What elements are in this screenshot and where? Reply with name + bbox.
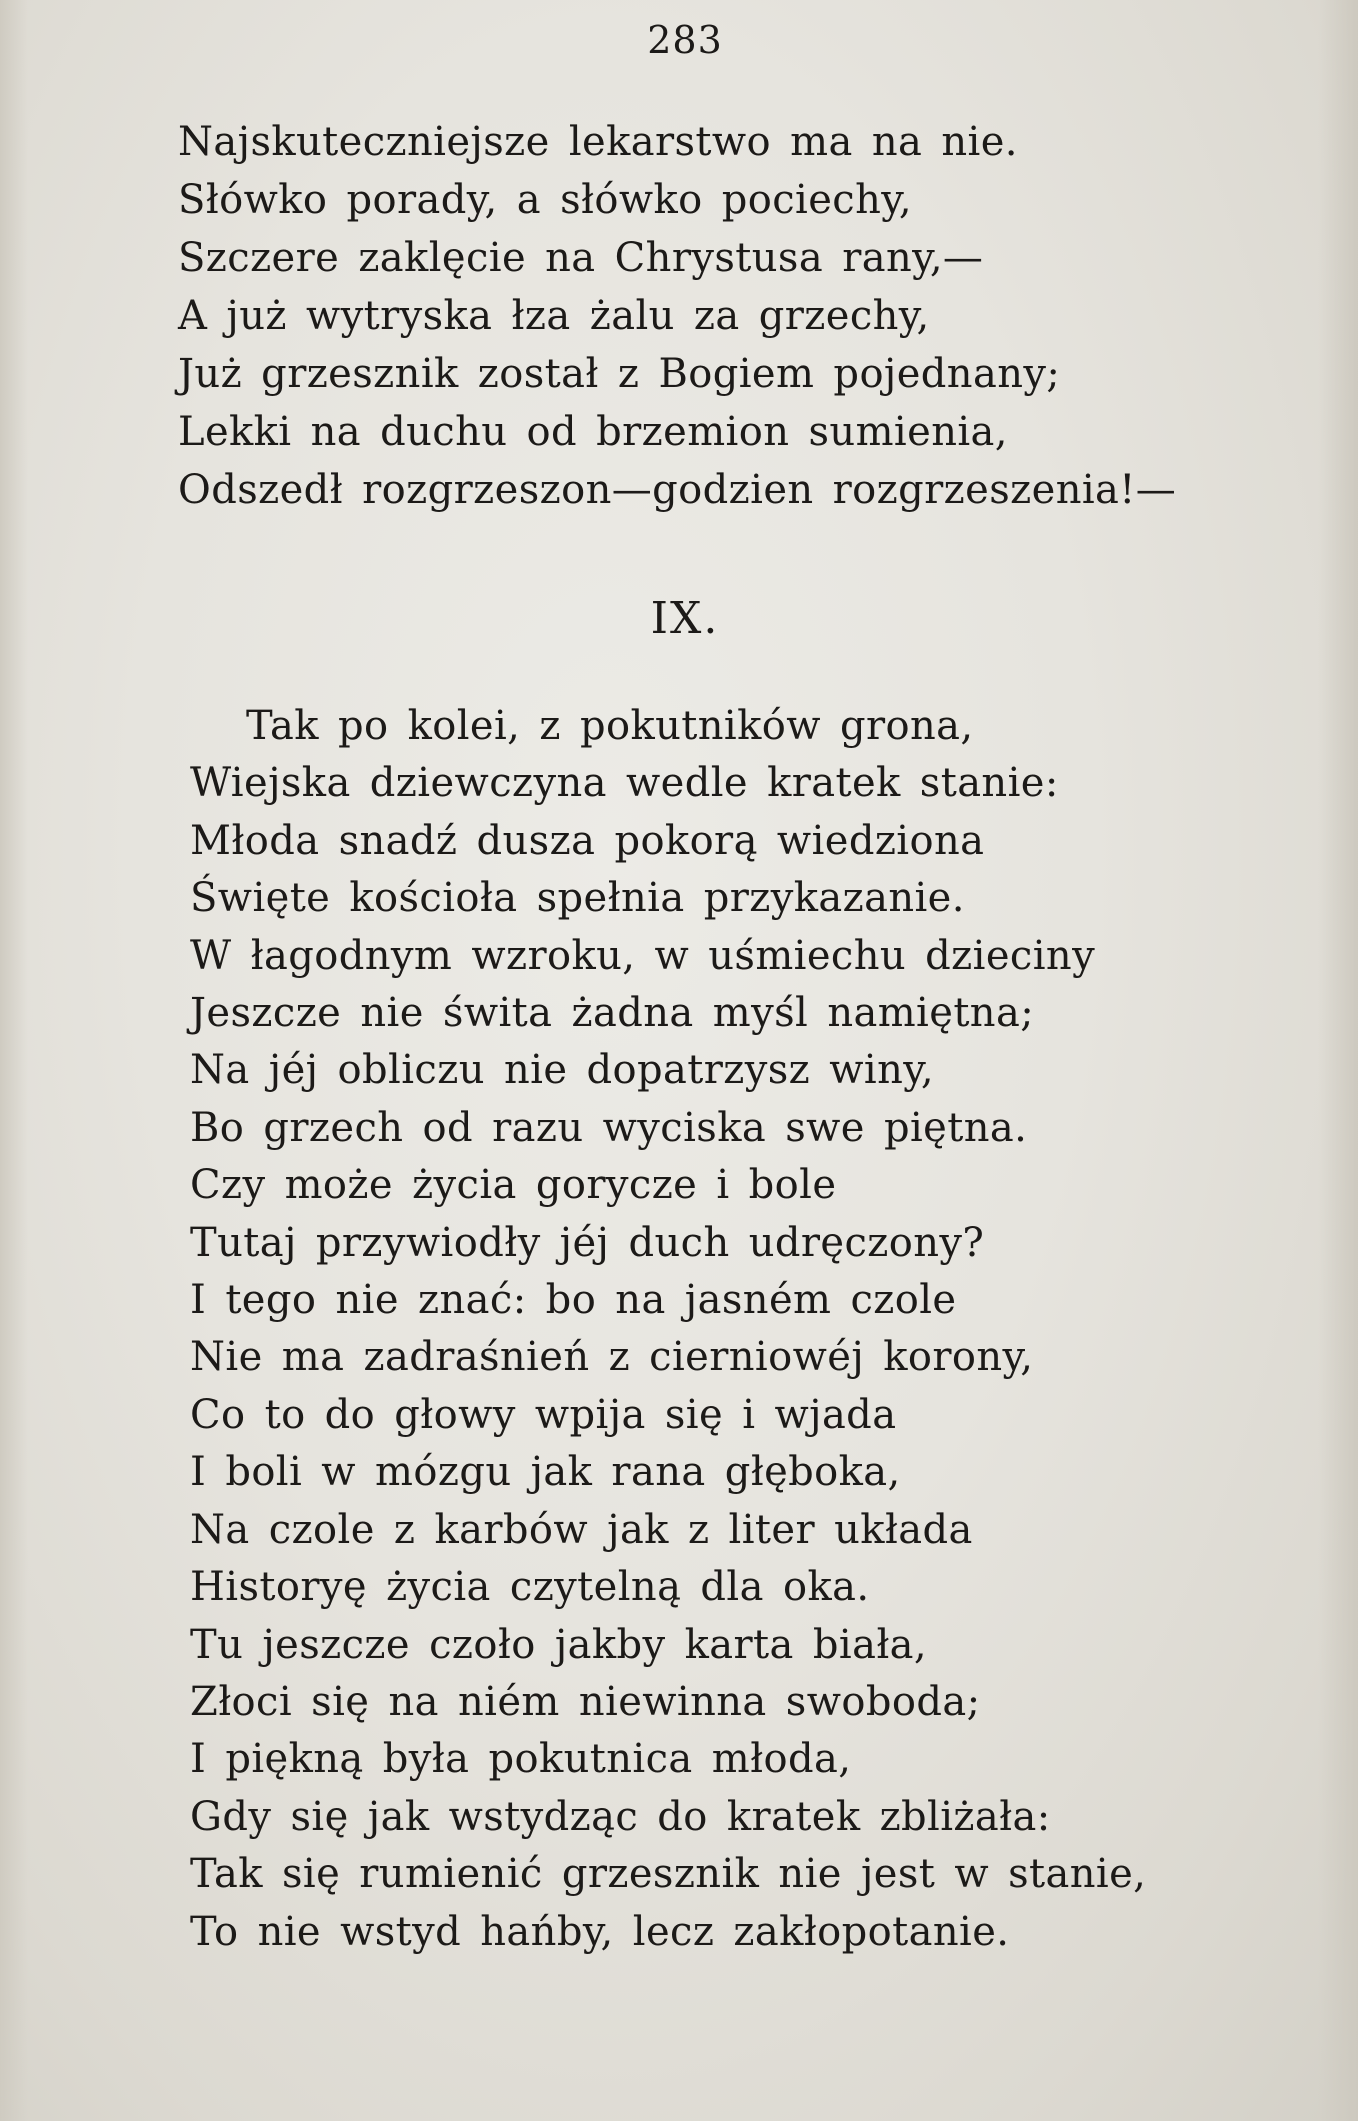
verse-line: Tutaj przywiodły jéj duch udręczony? (190, 1219, 985, 1266)
stanza-continuation (178, 113, 1176, 519)
verse-line: Młoda snadź dusza pokorą wiedziona (190, 817, 985, 864)
verse-line: W łagodnym wzroku, w uśmiechu dzieciny (190, 932, 1096, 979)
verse-line: Już grzesznik został z Bogiem pojednany; (178, 351, 1061, 397)
verse-line: Święte kościoła spełnia przykazanie. (190, 875, 965, 922)
verse-line: Tu jeszcze czoło jakby karta biała, (190, 1621, 928, 1668)
verse-line: Co to do głowy wpija się i wjada (190, 1391, 897, 1438)
page-edge-shadow-left (0, 0, 28, 2121)
verse-line: To nie wstyd hańby, lecz zakłopotanie. (190, 1908, 1010, 1955)
verse-line: Historyę życia czytelną dla oka. (190, 1564, 870, 1611)
verse-line: Bo grzech od razu wyciska swe piętna. (190, 1104, 1028, 1151)
verse-line: Gdy się jak wstydząc do kratek zbliżała: (190, 1793, 1051, 1840)
verse-line: Na jéj obliczu nie dopatrzysz winy, (190, 1047, 935, 1094)
verse-line: I tego nie znać: bo na jasném czole (190, 1277, 957, 1324)
verse-line: Odszedł rozgrzeszon—godzien rozgrzeszenia!— (178, 467, 1177, 513)
verse-line: Lekki na duchu od brzemion sumienia, (178, 409, 1008, 455)
stanza-ix (190, 698, 1146, 1961)
verse-line: Jeszcze nie świta żadna myśl namiętna; (190, 990, 1035, 1037)
page-edge-shadow-right (1318, 0, 1358, 2121)
verse-line: Czy może życia gorycze i bole (190, 1162, 837, 1209)
verse-line: Nie ma zadraśnień z cierniowéj korony, (190, 1334, 1034, 1381)
verse-line: Złoci się na niém niewinna swoboda; (190, 1678, 981, 1725)
verse-line: Tak się rumienić grzesznik nie jest w stanie, (190, 1851, 1147, 1898)
section-heading: IX. (650, 593, 720, 644)
verse-line: I piękną była pokutnica młoda, (190, 1736, 852, 1783)
verse-line: A już wytryska łza żalu za grzechy, (178, 293, 930, 339)
verse-line: Szczere zaklęcie na Chrystusa rany,— (178, 235, 984, 281)
verse-line: Słówko porady, a słówko pociechy, (178, 177, 913, 223)
verse-line: I boli w mózgu jak rana głęboka, (190, 1449, 901, 1496)
verse-line: Tak po kolei, z pokutników grona, (246, 703, 974, 749)
verse-line: Na czole z karbów jak z liter układa (190, 1506, 973, 1553)
verse-line: Najskuteczniejsze lekarstwo ma na nie. (178, 119, 1018, 165)
verse-line: Wiejska dziewczyna wedle kratek stanie: (190, 760, 1059, 807)
page-number: 283 (647, 18, 723, 62)
